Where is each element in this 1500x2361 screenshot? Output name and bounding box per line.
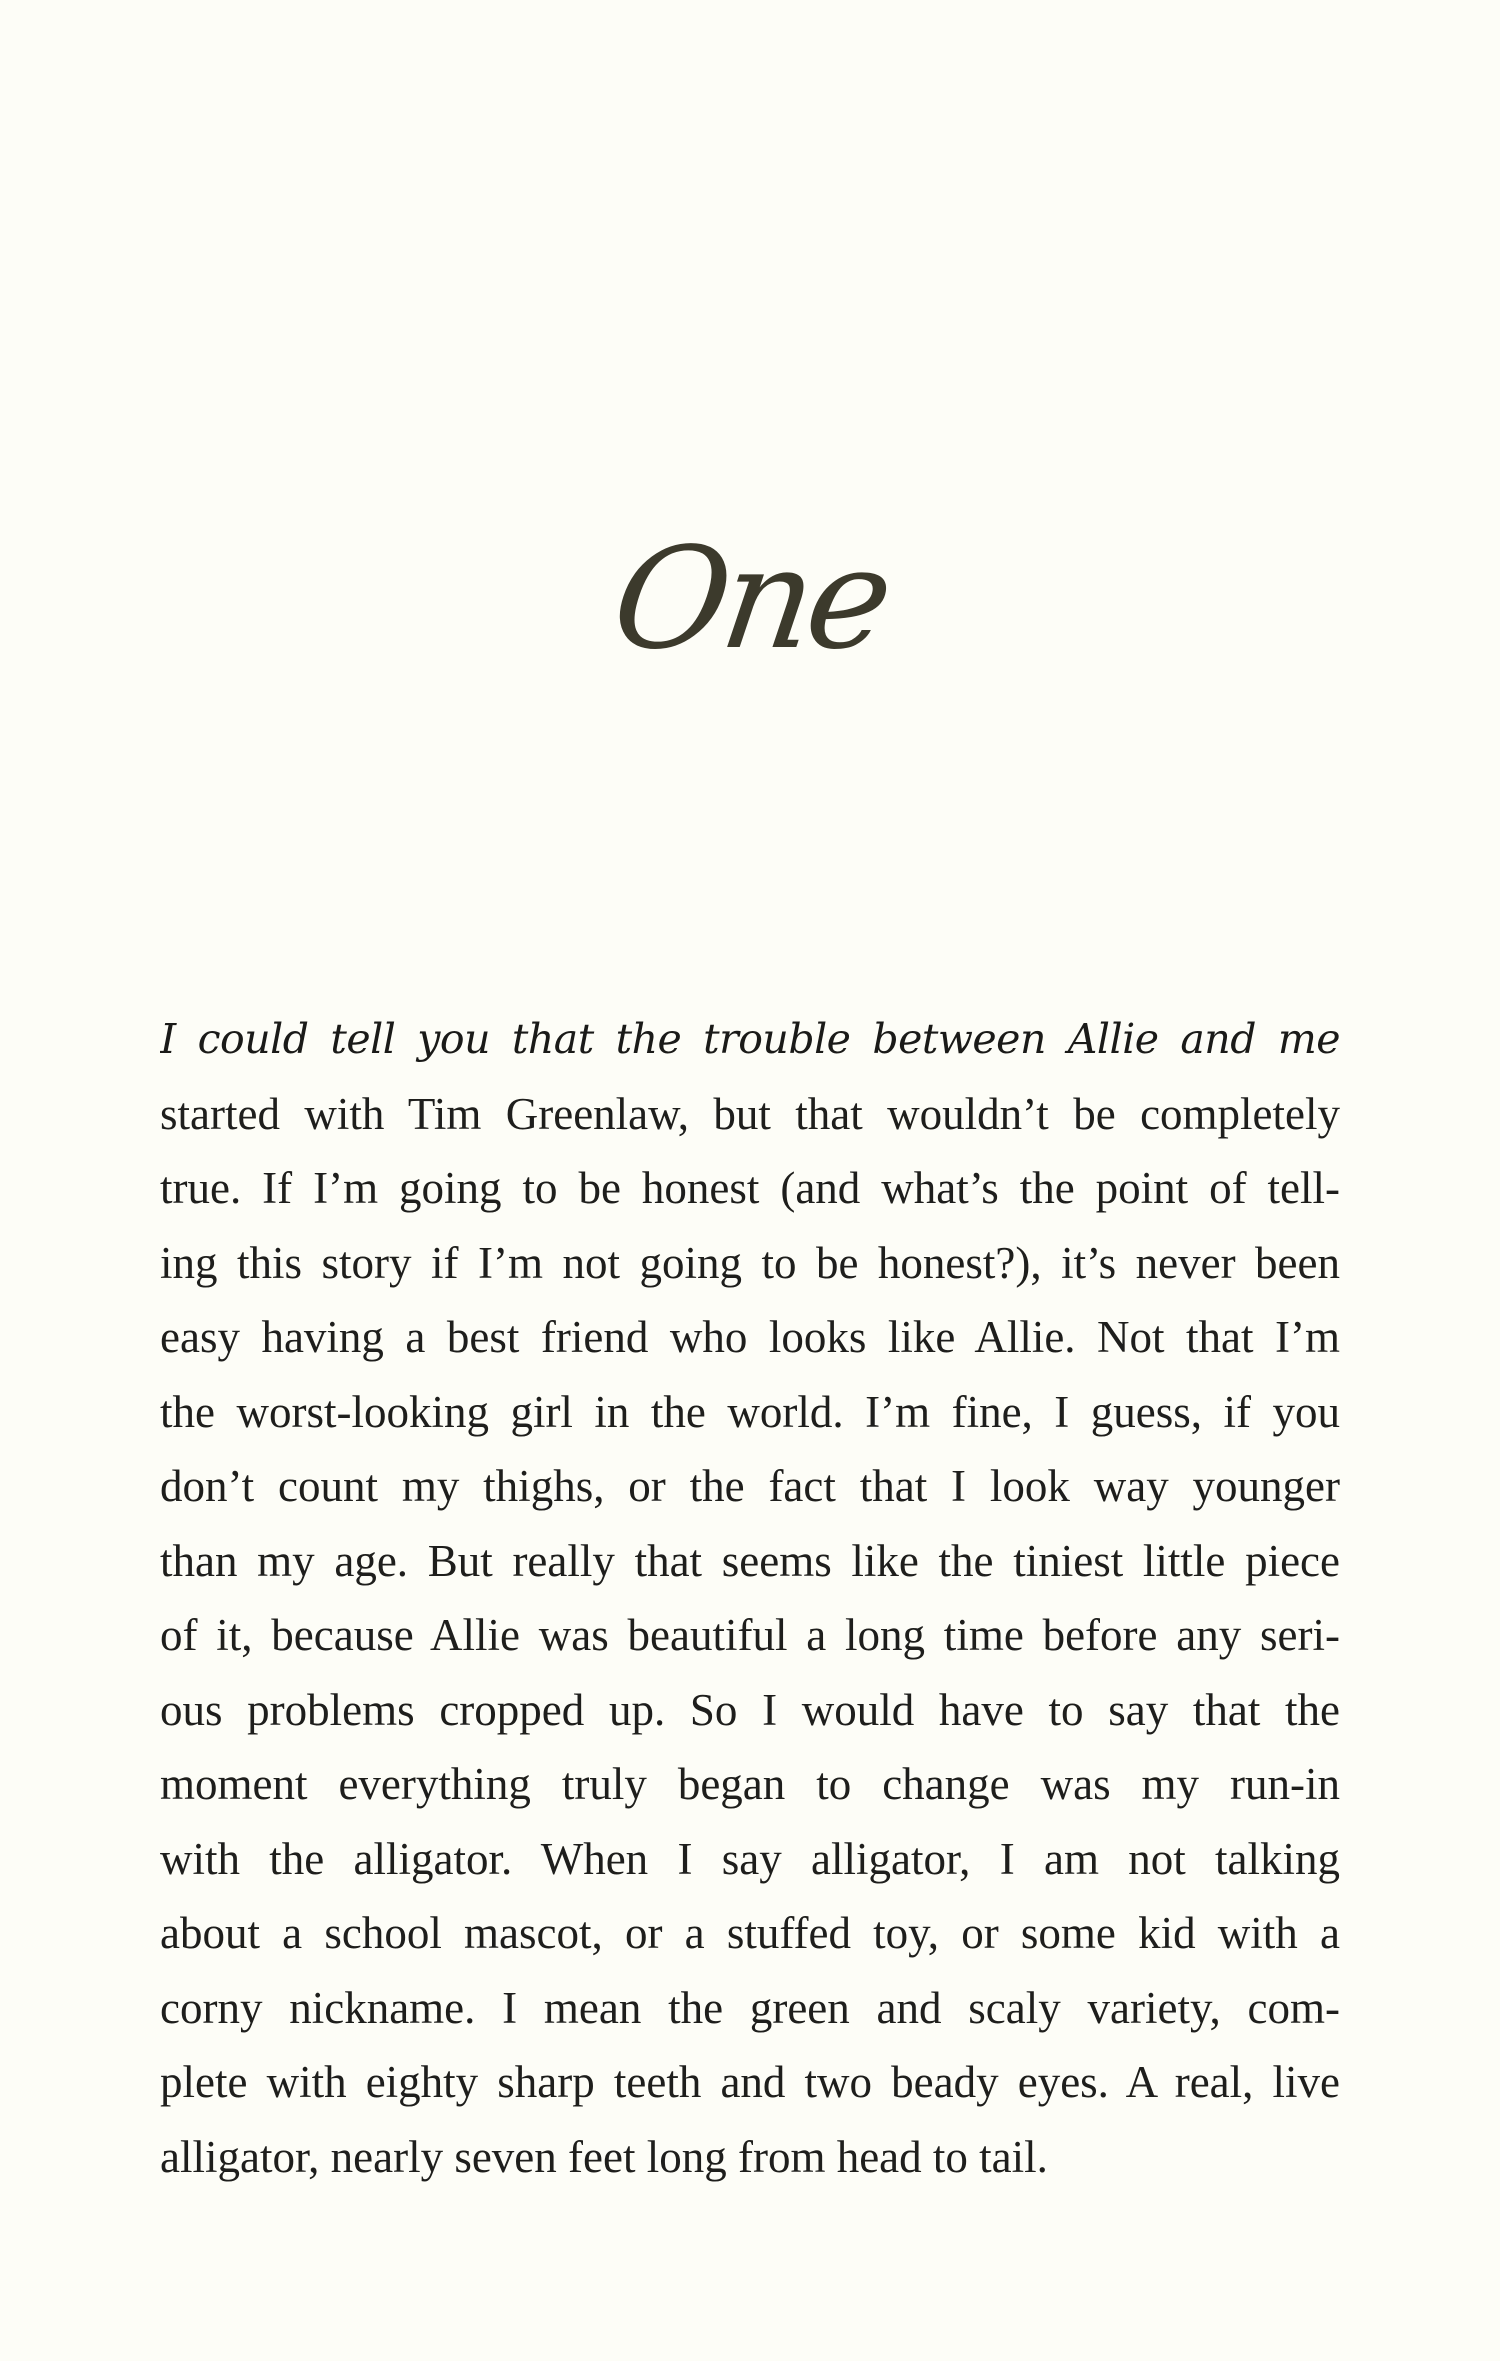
- text-line: with the alligator. When I say alligator, I am not talking: [160, 1833, 1340, 1884]
- text-line: ing this story if I’m not going to be honest?), it’s never been: [160, 1237, 1340, 1288]
- text-line: easy having a best friend who looks like Allie. Not that I’m: [160, 1312, 1340, 1362]
- text-line-last: alligator, nearly seven feet long from head to tail.: [160, 2131, 1048, 2182]
- text-line: started with Tim Greenlaw, but that wouldn’t be completely: [160, 1088, 1340, 1139]
- text-line: don’t count my thighs, or the fact that I look way younger: [160, 1461, 1340, 1511]
- text-line: moment everything truly began to change was my run-in: [160, 1759, 1340, 1809]
- text-line: the worst-looking girl in the world. I’m fine, I guess, if you: [160, 1386, 1340, 1437]
- opening-line: I could tell you that the trouble between Allie and me: [160, 1015, 1340, 1063]
- text-line: corny nickname. I mean the green and scaly variety, com-: [160, 1982, 1340, 2033]
- text-line: about a school mascot, or a stuffed toy, or some kid with a: [160, 1908, 1340, 1958]
- text-line: true. If I’m going to be honest (and what’s the point of tell-: [160, 1163, 1340, 1213]
- text-line: ous problems cropped up. So I would have to say that the: [160, 1684, 1340, 1735]
- text-line: of it, because Allie was beautiful a long time before any seri-: [160, 1610, 1340, 1660]
- text-line: plete with eighty sharp teeth and two beady eyes. A real, live: [160, 2057, 1340, 2107]
- chapter-body-text: [160, 1002, 1340, 2194]
- chapter-title: One: [603, 518, 897, 681]
- text-line: than my age. But really that seems like the tiniest little piece: [160, 1535, 1340, 1586]
